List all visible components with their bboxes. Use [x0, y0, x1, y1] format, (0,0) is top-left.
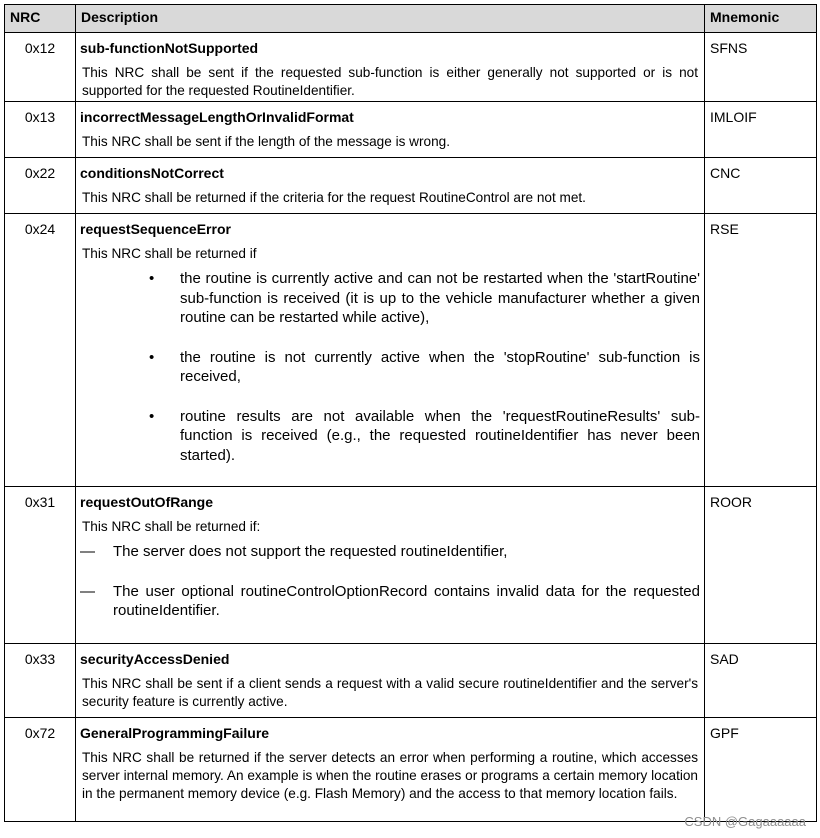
- nrc-table: [4, 4, 817, 822]
- header-description: Description: [76, 5, 705, 33]
- bullet-icon: •: [149, 270, 155, 287]
- nrc-code: 0x72: [5, 718, 76, 822]
- description-cell: [76, 487, 705, 644]
- nrc-name: requestOutOfRange: [80, 494, 214, 510]
- nrc-code: 0x13: [5, 102, 76, 158]
- nrc-text: This NRC shall be returned if:: [82, 519, 261, 534]
- list-item: • the routine is not currently active when the 'stopRoutine' sub-function is received,: [149, 348, 700, 385]
- nrc-text: This NRC shall be returned if: [82, 246, 257, 261]
- nrc-name: sub-functionNotSupported: [80, 40, 259, 56]
- mnemonic: CNC: [705, 158, 817, 214]
- nrc-name: incorrectMessageLengthOrInvalidFormat: [80, 109, 354, 125]
- mnemonic: ROOR: [705, 487, 817, 644]
- mnemonic: SFNS: [705, 33, 817, 102]
- mnemonic: GPF: [705, 718, 817, 822]
- nrc-name: GeneralProgrammingFailure: [80, 725, 270, 741]
- bullet-icon: •: [149, 348, 155, 366]
- nrc-code: 0x33: [5, 644, 76, 718]
- description-cell: [76, 644, 705, 718]
- table-row: [5, 487, 817, 644]
- nrc-name: requestSequenceError: [80, 221, 231, 237]
- watermark: CSDN @Gagaaaaaa: [684, 814, 806, 829]
- table-row: [5, 33, 817, 102]
- mnemonic: IMLOIF: [705, 102, 817, 158]
- table-row: [5, 158, 817, 214]
- nrc-code: 0x12: [5, 33, 76, 102]
- nrc-text: This NRC shall be returned if the server detects an error when performing a routine, which accesses server internal memory. An example is when the routine erases or programs a certain memory location in the permanent memory device (e.g. Flash Memory) and the access to that memory location fails.: [82, 750, 698, 801]
- header-nrc: NRC: [5, 5, 76, 33]
- description-cell: [76, 158, 705, 214]
- list-item: — The user optional routineControlOptionRecord contains invalid data for the requested routineIdentifier.: [80, 582, 700, 619]
- dash-icon: —: [80, 543, 95, 560]
- nrc-name: securityAccessDenied: [80, 651, 230, 667]
- description-cell: [76, 214, 705, 487]
- header-row: [5, 5, 817, 33]
- nrc-text: This NRC shall be sent if the length of the message is wrong.: [82, 134, 450, 149]
- nrc-text: This NRC shall be sent if the requested sub-function is either generally not supported or is not supported for the requested RoutineIdentifier.: [82, 65, 698, 98]
- list-item: • the routine is currently active and can not be restarted when the 'startRoutine' sub-function is received (it is up to the vehicle manufacturer whether a given routine can be restarted while active),: [149, 270, 700, 326]
- nrc-name: conditionsNotCorrect: [80, 165, 224, 181]
- table-row: [5, 718, 817, 822]
- nrc-code: 0x22: [5, 158, 76, 214]
- nrc-text: This NRC shall be returned if the criteria for the request RoutineControl are not met.: [82, 190, 586, 205]
- nrc-code: 0x24: [5, 214, 76, 487]
- bullet-list: [80, 269, 700, 465]
- bullet-icon: •: [149, 407, 155, 425]
- list-item: — The server does not support the requested routineIdentifier,: [80, 543, 508, 560]
- dash-list: [80, 542, 700, 621]
- list-item: • routine results are not available when the 'requestRoutineResults' sub-function is received (e.g., the requested routineIdentifier has never been started).: [149, 407, 700, 464]
- header-mnemonic: Mnemonic: [705, 5, 817, 33]
- description-cell: [76, 33, 705, 102]
- mnemonic: SAD: [705, 644, 817, 718]
- dash-icon: —: [80, 582, 95, 600]
- nrc-code: 0x31: [5, 487, 76, 644]
- nrc-text: This NRC shall be sent if a client sends a request with a valid secure routineIdentifier and the server's security feature is currently active.: [82, 676, 698, 709]
- table-row: [5, 644, 817, 718]
- description-cell: [76, 718, 705, 822]
- table-row: [5, 214, 817, 487]
- mnemonic: RSE: [705, 214, 817, 487]
- description-cell: [76, 102, 705, 158]
- table-row: [5, 102, 817, 158]
